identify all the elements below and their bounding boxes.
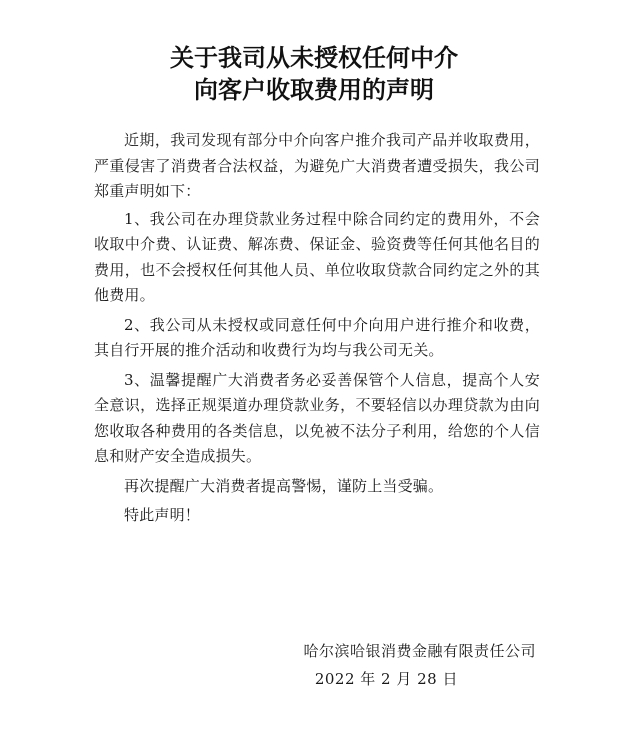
paragraph-item-3: 3、温馨提醒广大消费者务必妥善保管个人信息，提高个人安全意识，选择正规渠道办理贷款业务，不要轻信以办理贷款为由向您收取各种费用的各类信息，以免被不法分子利用，给您的个人信息和财产安全造成损失。 xyxy=(94,370,540,465)
document-title-line-1: 关于我司从未授权任何中介 xyxy=(170,44,458,72)
paragraph-item-1: 1、我公司在办理贷款业务过程中除合同约定的费用外，不会收取中介费、认证费、解冻费、保证金、验资费等任何其他名目的费用，也不会授权任何其他人员、单位收取贷款合同约定之外的其他费用。 xyxy=(94,209,540,304)
signature-date: 2022 年 2 月 28 日 xyxy=(314,670,458,688)
paragraph-item-2: 2、我公司从未授权或同意任何中介向用户进行推介和收费，其自行开展的推介活动和收费行为均与我公司无关。 xyxy=(94,315,540,359)
document-body xyxy=(94,128,540,533)
paragraph-intro: 近期，我司发现有部分中介向客户推介我司产品并收取费用，严重侵害了消费者合法权益，为避免广大消费者遭受损失，我公司郑重声明如下： xyxy=(94,131,540,200)
signature-company: 哈尔滨哈银消费金融有限责任公司 xyxy=(303,642,536,660)
paragraph-reminder: 再次提醒广大消费者提高警惕，谨防上当受骗。 xyxy=(124,476,444,495)
paragraph-closing: 特此声明！ xyxy=(124,506,201,524)
document-title-line-2: 向客户收取费用的声明 xyxy=(194,76,434,104)
